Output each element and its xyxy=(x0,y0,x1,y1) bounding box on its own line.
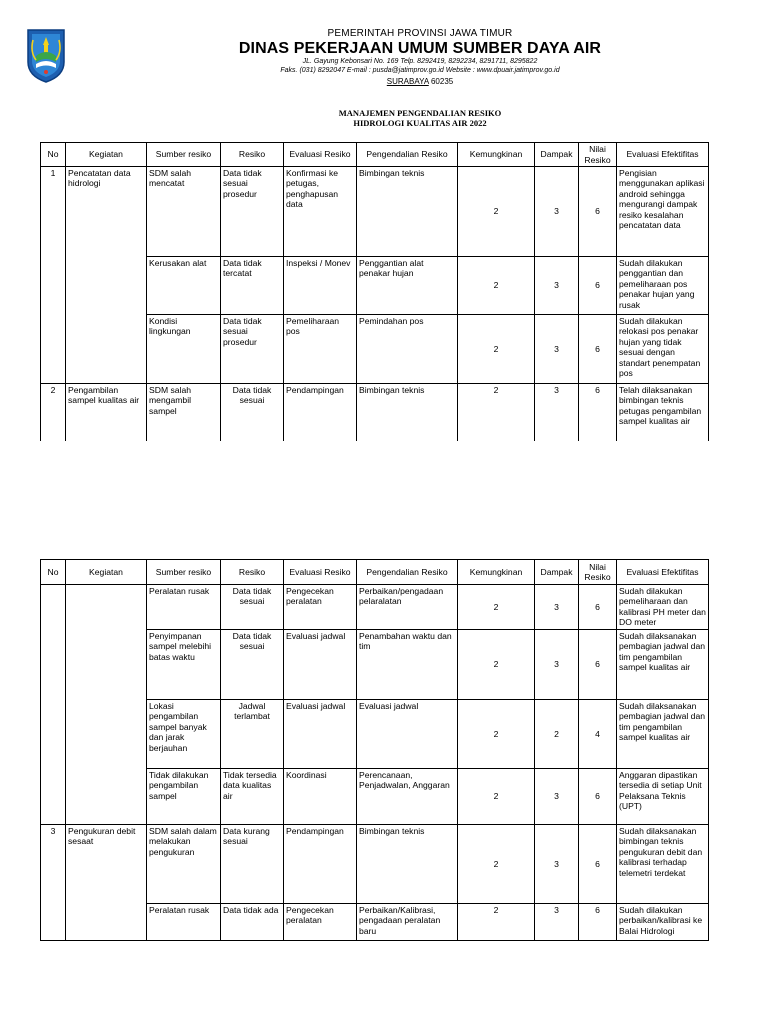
cell-evaluasi: Evaluasi jadwal xyxy=(284,629,357,699)
col-header-kegiatan: Kegiatan xyxy=(66,143,147,167)
cell-evaluasi: Pendampingan xyxy=(284,824,357,903)
col-header-nilai: Nilai Resiko xyxy=(579,560,617,585)
col-header-pengendalian: Pengendalian Resiko xyxy=(357,560,458,585)
cell-dampak: 3 xyxy=(535,585,579,630)
postcode: 60235 xyxy=(430,77,454,86)
document-title: MANAJEMEN PENGENDALIAN RESIKO xyxy=(338,108,502,118)
cell-sumber: Kondisi lingkungan xyxy=(147,315,221,384)
cell-efektifitas: Sudah dilakukan penggantian dan pemeliharaan pos penakar hujan yang rusak xyxy=(617,257,709,315)
cell-pengendalian: Perbaikan/Kalibrasi, pengadaan peralatan baru xyxy=(357,903,458,940)
cell-kemungkinan: 2 xyxy=(458,257,535,315)
col-header-evaluasi: Evaluasi Resiko xyxy=(284,143,357,167)
cell-evaluasi: Pengecekan peralatan xyxy=(284,585,357,630)
row-kegiatan: Pengukuran debit sesaat xyxy=(66,824,147,940)
col-header-resiko: Resiko xyxy=(221,560,284,585)
cell-efektifitas: Sudah dilakukan perbaikan/kalibrasi ke Balai Hidrologi xyxy=(617,903,709,940)
cell-efektifitas: Anggaran dipastikan tersedia di setiap Unit Pelaksana Teknis (UPT) xyxy=(617,768,709,824)
cell-dampak: 3 xyxy=(535,629,579,699)
cell-resiko: Data kurang sesuai xyxy=(221,824,284,903)
col-header-no: No xyxy=(41,560,66,585)
letterhead xyxy=(0,0,768,100)
cell-resiko: Data tidak ada xyxy=(221,903,284,940)
agency-address: JL. Gayung Kebonsari No. 169 Telp. 8292419, 8292234, 8291711, 8295822 xyxy=(302,58,538,65)
col-header-nilai: Nilai Resiko xyxy=(579,143,617,167)
cell-evaluasi: Pemeliharaan pos xyxy=(284,315,357,384)
cell-sumber: Kerusakan alat xyxy=(147,257,221,315)
table-row xyxy=(41,167,709,257)
cell-kemungkinan: 2 xyxy=(458,699,535,768)
cell-sumber: Peralatan rusak xyxy=(147,585,221,630)
col-header-kegiatan: Kegiatan xyxy=(66,560,147,585)
cell-pengendalian: Bimbingan teknis xyxy=(357,824,458,903)
agency-parent: PEMERINTAH PROVINSI JAWA TIMUR xyxy=(327,28,513,39)
col-header-kemungkinan: Kemungkinan xyxy=(458,560,535,585)
risk-table-page-1 xyxy=(40,142,709,441)
cell-nilai: 4 xyxy=(579,699,617,768)
col-header-efektifitas: Evaluasi Efektifitas xyxy=(617,560,709,585)
table-header-row xyxy=(41,560,709,585)
cell-dampak: 3 xyxy=(535,257,579,315)
cell-dampak: 2 xyxy=(535,699,579,768)
table-row xyxy=(41,824,709,903)
row-kegiatan: Pengambilan sampel kualitas air xyxy=(66,384,147,441)
cell-efektifitas: Sudah dilakukan relokasi pos penakar hujan yang tidak sesuai dengan standart penempatan pos xyxy=(617,315,709,384)
risk-table-page-2 xyxy=(40,559,709,941)
row-kegiatan: Pencatatan data hidrologi xyxy=(66,167,147,384)
cell-resiko: Data tidak sesuai xyxy=(221,384,284,441)
cell-efektifitas: Pengisian menggunakan aplikasi android sehingga mengurangi dampak resiko kesalahan pencatatan data xyxy=(617,167,709,257)
cell-nilai: 6 xyxy=(579,903,617,940)
cell-kemungkinan: 2 xyxy=(458,768,535,824)
cell-evaluasi: Konfirmasi ke petugas, penghapusan data xyxy=(284,167,357,257)
row-no: 3 xyxy=(41,824,66,940)
cell-dampak: 3 xyxy=(535,167,579,257)
row-kegiatan xyxy=(66,585,147,825)
cell-nilai: 6 xyxy=(579,629,617,699)
document-subtitle: HIDROLOGI KUALITAS AIR 2022 xyxy=(353,118,487,128)
col-header-kemungkinan: Kemungkinan xyxy=(458,143,535,167)
cell-nilai: 6 xyxy=(579,384,617,441)
table-row xyxy=(41,384,709,441)
cell-nilai: 6 xyxy=(579,257,617,315)
cell-kemungkinan: 2 xyxy=(458,824,535,903)
row-no: 1 xyxy=(41,167,66,384)
col-header-pengendalian: Pengendalian Resiko xyxy=(357,143,458,167)
cell-resiko: Data tidak tercatat xyxy=(221,257,284,315)
col-header-sumber: Sumber resiko xyxy=(147,143,221,167)
cell-evaluasi: Pengecekan peralatan xyxy=(284,903,357,940)
cell-sumber: Peralatan rusak xyxy=(147,903,221,940)
cell-dampak: 3 xyxy=(535,384,579,441)
table-header-row xyxy=(41,143,709,167)
cell-evaluasi: Evaluasi jadwal xyxy=(284,699,357,768)
row-no xyxy=(41,585,66,825)
col-header-efektifitas: Evaluasi Efektifitas xyxy=(617,143,709,167)
cell-kemungkinan: 2 xyxy=(458,315,535,384)
col-header-dampak: Dampak xyxy=(535,560,579,585)
cell-sumber: Penyimpanan sampel melebihi batas waktu xyxy=(147,629,221,699)
cell-resiko: Tidak tersedia data kualitas air xyxy=(221,768,284,824)
cell-sumber: SDM salah mengambil sampel xyxy=(147,384,221,441)
cell-pengendalian: Evaluasi jadwal xyxy=(357,699,458,768)
cell-resiko: Data tidak sesuai xyxy=(221,629,284,699)
cell-nilai: 6 xyxy=(579,315,617,384)
cell-evaluasi: Koordinasi xyxy=(284,768,357,824)
cell-pengendalian: Penambahan waktu dan tim xyxy=(357,629,458,699)
cell-nilai: 6 xyxy=(579,824,617,903)
cell-resiko: Data tidak sesuai prosedur xyxy=(221,315,284,384)
table-row xyxy=(41,585,709,630)
provincial-emblem-icon xyxy=(24,26,68,84)
cell-pengendalian: Perbaikan/pengadaan pelaralatan xyxy=(357,585,458,630)
cell-efektifitas: Sudah dilaksanakan pembagian jadwal dan tim pengambilan sampel kualitas air xyxy=(617,629,709,699)
cell-sumber: SDM salah dalam melakukan pengukuran xyxy=(147,824,221,903)
cell-evaluasi: Inspeksi / Monev xyxy=(284,257,357,315)
cell-efektifitas: Sudah dilaksanakan bimbingan teknis pengukuran debit dan kalibrasi terhadap telemetri terdekat xyxy=(617,824,709,903)
cell-dampak: 3 xyxy=(535,315,579,384)
cell-resiko: Jadwal terlambat xyxy=(221,699,284,768)
row-no: 2 xyxy=(41,384,66,441)
col-header-resiko: Resiko xyxy=(221,143,284,167)
cell-kemungkinan: 2 xyxy=(458,585,535,630)
cell-evaluasi: Pendampingan xyxy=(284,384,357,441)
col-header-sumber: Sumber resiko xyxy=(147,560,221,585)
cell-resiko: Data tidak sesuai prosedur xyxy=(221,167,284,257)
cell-nilai: 6 xyxy=(579,585,617,630)
agency-city xyxy=(160,77,680,86)
cell-nilai: 6 xyxy=(579,167,617,257)
cell-dampak: 3 xyxy=(535,824,579,903)
cell-kemungkinan: 2 xyxy=(458,903,535,940)
col-header-evaluasi: Evaluasi Resiko xyxy=(284,560,357,585)
cell-sumber: Lokasi pengambilan sampel banyak dan jarak berjauhan xyxy=(147,699,221,768)
cell-efektifitas: Sudah dilaksanakan pembagian jadwal dan tim pengambilan sampel kualitas air xyxy=(617,699,709,768)
cell-pengendalian: Bimbingan teknis xyxy=(357,167,458,257)
cell-nilai: 6 xyxy=(579,768,617,824)
agency-name: DINAS PEKERJAAN UMUM SUMBER DAYA AIR xyxy=(238,40,602,57)
cell-kemungkinan: 2 xyxy=(458,384,535,441)
cell-dampak: 3 xyxy=(535,768,579,824)
cell-pengendalian: Bimbingan teknis xyxy=(357,384,458,441)
cell-sumber: SDM salah mencatat xyxy=(147,167,221,257)
agency-contact: Faks. (031) 8292047 E-mail : pusda@jatimprov.go.id Website : www.dpuair.jatimprov.go.id xyxy=(280,67,560,74)
cell-sumber: Tidak dilakukan pengambilan sampel xyxy=(147,768,221,824)
cell-kemungkinan: 2 xyxy=(458,167,535,257)
cell-kemungkinan: 2 xyxy=(458,629,535,699)
cell-efektifitas: Sudah dilakukan pemeliharaan dan kalibrasi PH meter dan DO meter xyxy=(617,585,709,630)
cell-resiko: Data tidak sesuai xyxy=(221,585,284,630)
col-header-no: No xyxy=(41,143,66,167)
cell-pengendalian: Perencanaan, Penjadwalan, Anggaran xyxy=(357,768,458,824)
cell-pengendalian: Pemindahan pos xyxy=(357,315,458,384)
city-name: SURABAYA xyxy=(386,77,429,86)
cell-pengendalian: Penggantian alat penakar hujan xyxy=(357,257,458,315)
col-header-dampak: Dampak xyxy=(535,143,579,167)
cell-efektifitas: Telah dilaksanakan bimbingan teknis petugas pengambilan sampel kualitas air xyxy=(617,384,709,441)
cell-dampak: 3 xyxy=(535,903,579,940)
